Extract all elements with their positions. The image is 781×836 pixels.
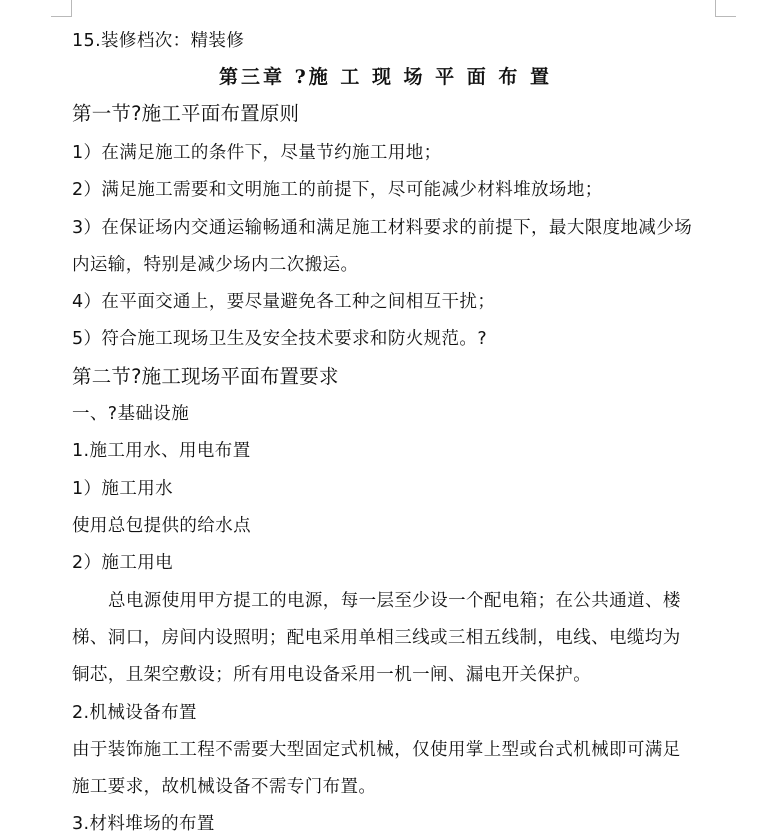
principle-4: 4）在平面交通上，要尽量避免各工种之间相互干扰；	[72, 292, 496, 312]
top-right-margin-mark	[715, 0, 736, 17]
infrastructure-heading: 一、?基础设施	[72, 404, 190, 424]
power-paragraph-line-2: 梯、洞口，房间内设照明；配电采用单相三线或三相五线制，电线、电缆均为	[72, 628, 681, 648]
machinery-heading: 2.机械设备布置	[72, 703, 197, 723]
machinery-paragraph-line-1: 由于装饰施工工程不需要大型固定式机械，仅使用掌上型或台式机械即可满足	[72, 740, 681, 760]
principle-3-line-2: 内运输，特别是减少场内二次搬运。	[72, 255, 359, 275]
power-paragraph-line-3: 铜芯，且架空敷设；所有用电设备采用一机一闸、漏电开关保护。	[72, 665, 592, 685]
top-left-margin-mark	[51, 0, 72, 17]
section-2-heading: 第二节?施工现场平面布置要求	[72, 365, 339, 388]
decoration-grade-line: 15.装修档次：精装修	[72, 31, 245, 51]
construction-water-heading: 1）施工用水	[72, 479, 174, 499]
principle-3-line-1: 3）在保证场内交通运输畅通和满足施工材料要求的前提下，最大限度地减少场	[72, 218, 693, 238]
water-power-heading: 1.施工用水、用电布置	[72, 441, 251, 461]
material-yard-heading: 3.材料堆场的布置	[72, 814, 215, 834]
construction-water-text: 使用总包提供的给水点	[72, 516, 251, 536]
principle-5: 5）符合施工现场卫生及安全技术要求和防火规范。?	[72, 329, 488, 349]
principle-2: 2）满足施工需要和文明施工的前提下，尽可能减少材料堆放场地；	[72, 180, 603, 200]
principle-1: 1）在满足施工的条件下，尽量节约施工用地；	[72, 143, 442, 163]
section-1-heading: 第一节?施工平面布置原则	[72, 102, 300, 125]
power-paragraph-line-1: 总电源使用甲方提工的电源，每一层至少设一个配电箱；在公共通道、楼	[108, 591, 681, 611]
chapter-title: 第三章 ?施 工 现 场 平 面 布 置	[218, 66, 553, 88]
machinery-paragraph-line-2: 施工要求，故机械设备不需专门布置。	[72, 777, 377, 797]
construction-power-heading: 2）施工用电	[72, 553, 174, 573]
